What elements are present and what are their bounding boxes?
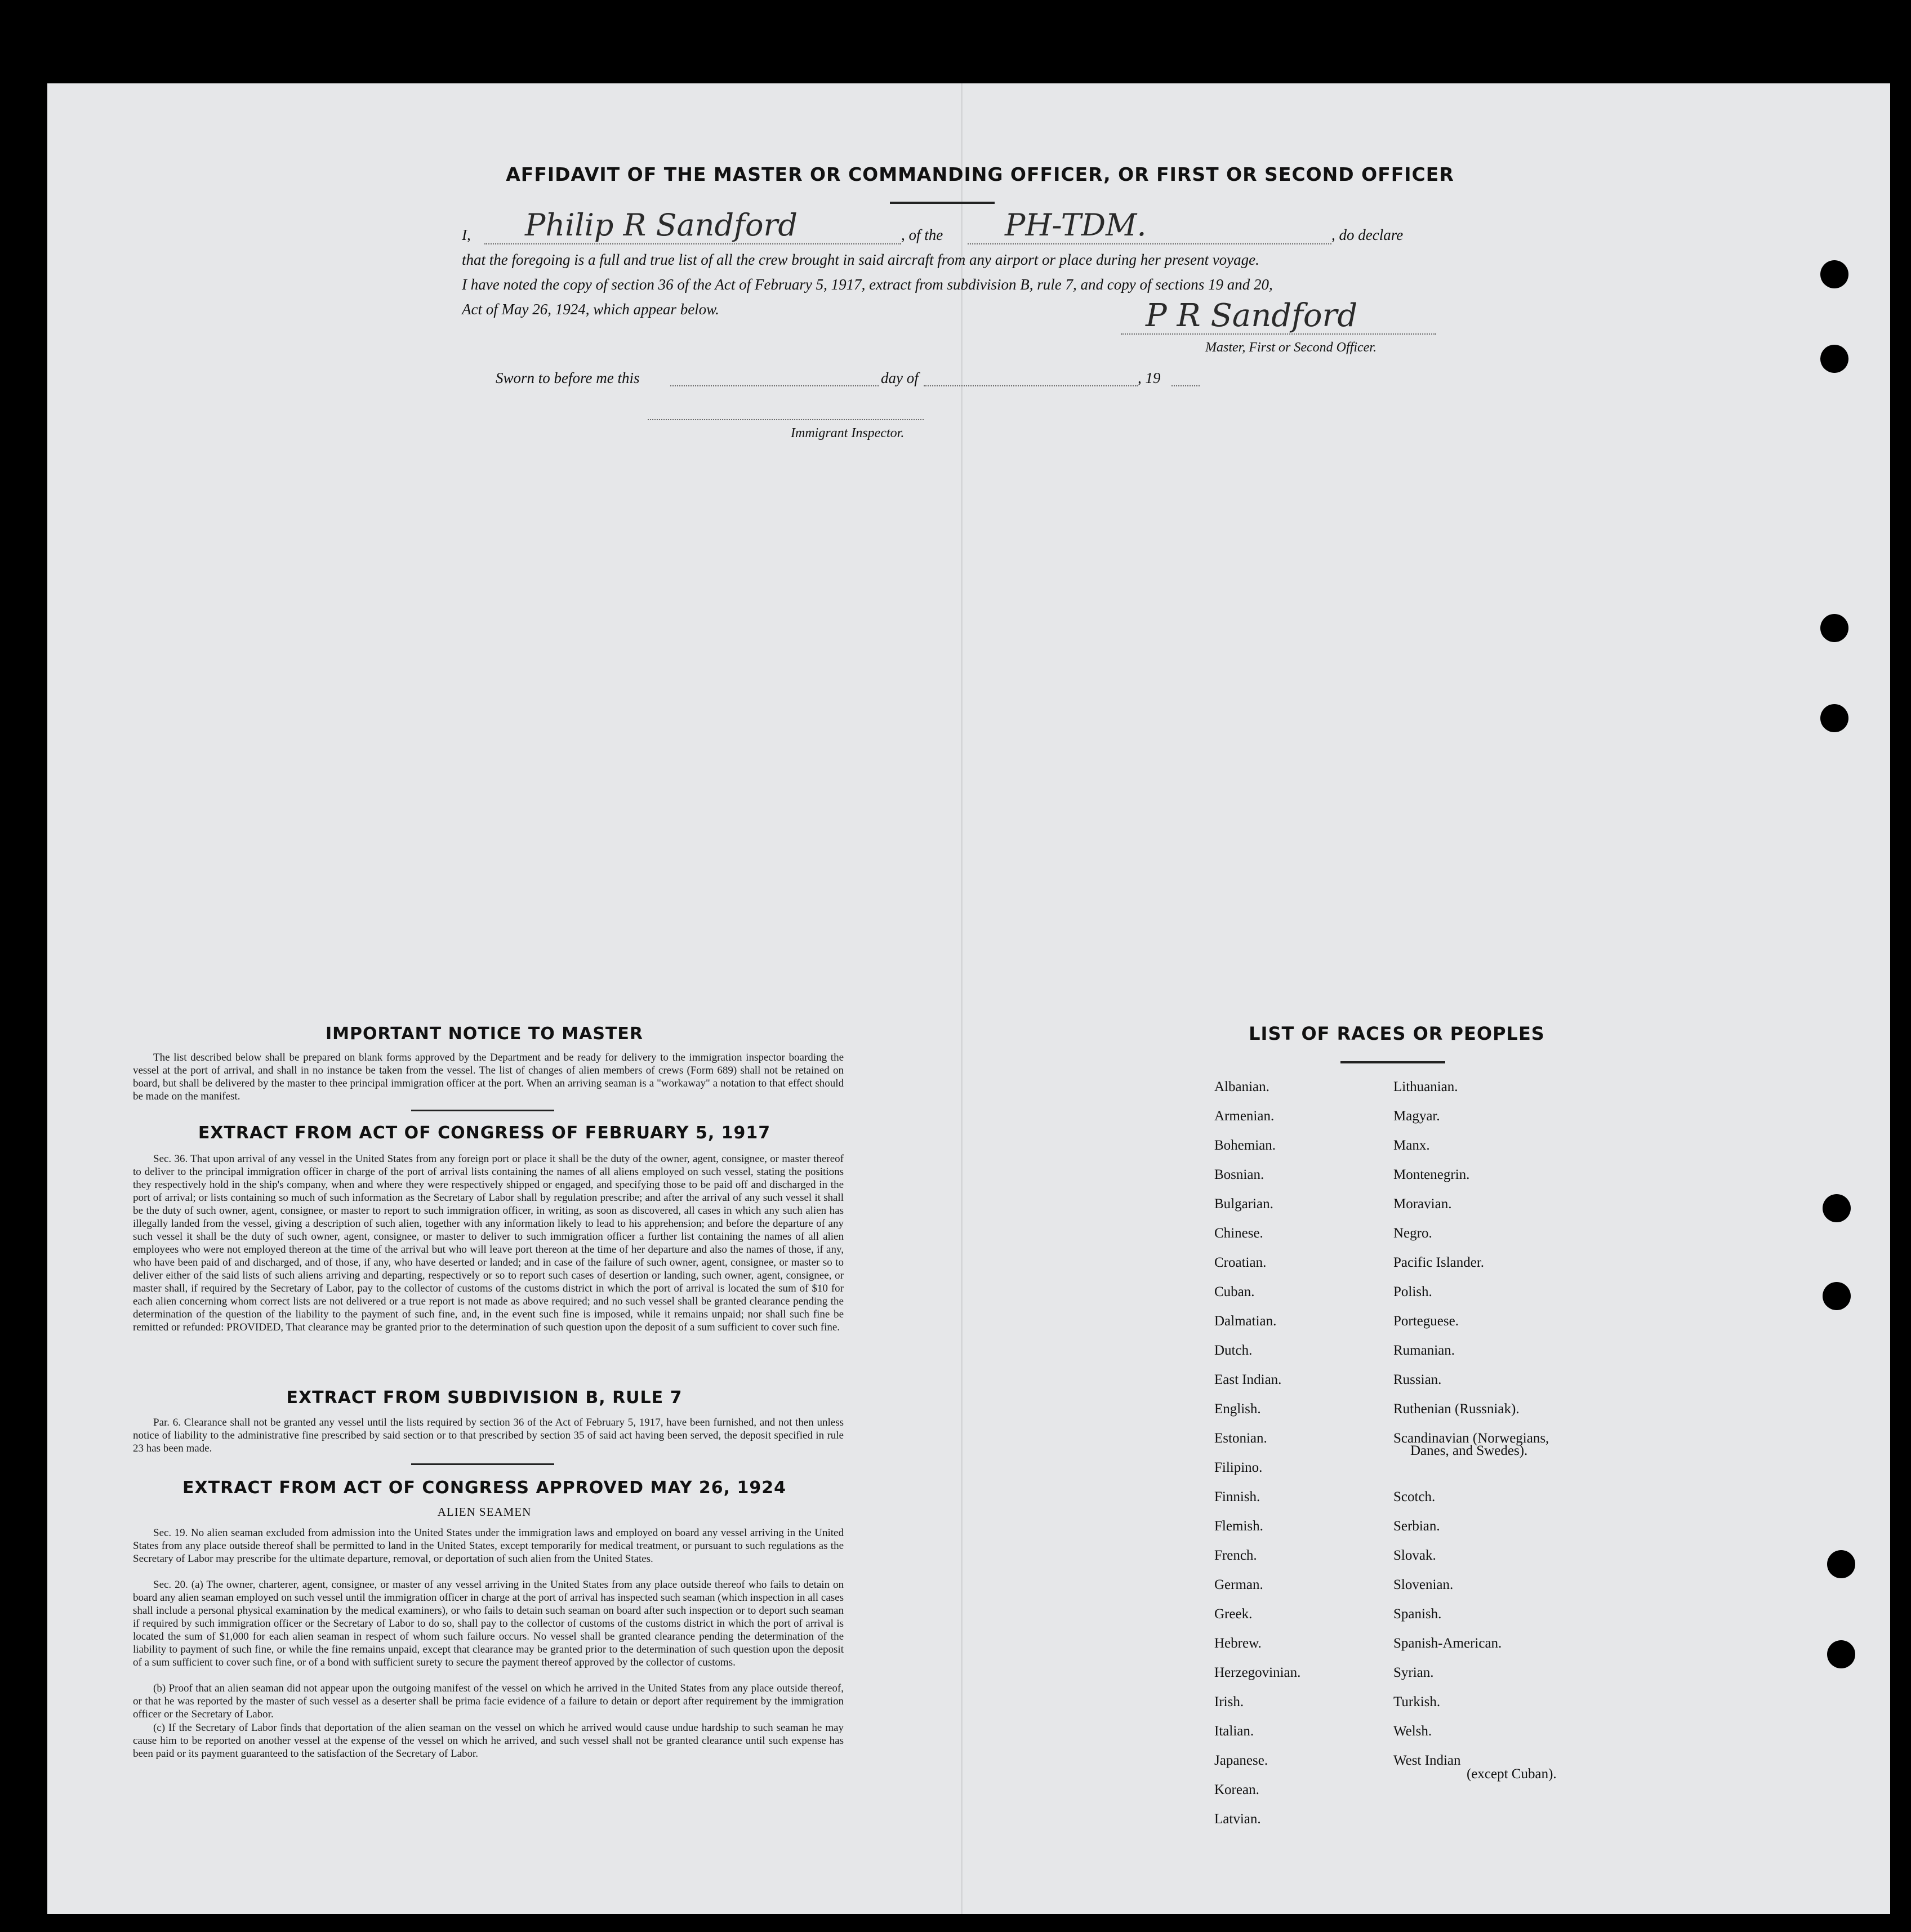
- race-item: Montenegrin.: [1393, 1167, 1470, 1182]
- punch-hole: [1823, 1194, 1851, 1222]
- punch-hole: [1820, 345, 1848, 373]
- race-item: Serbian.: [1393, 1519, 1440, 1534]
- act-1924-subtitle: ALIEN SEAMEN: [437, 1505, 532, 1519]
- punch-hole: [1827, 1640, 1855, 1668]
- act-1924-sec20a: Sec. 20. (a) The owner, charterer, agent, consignee, or master of any vessel arriving in the United States from any place outside thereof who fails to detain on board any alien seaman employed on such vessel until the immigration officer in charge at the port of arrival has inspected such seaman (which inspection in all cases shall include a personal physical examination by the medical examiners), or who fails to detain such seaman on board after such inspection or to deport such seaman if required by such immigration officer or the Secretary of Labor to do so, shall pay to the collector of customs of the customs district in which the port of arrival is located the sum of $1,000 for each alien seaman in respect of whom such failure occurs. No vessel shall be granted clearance pending the determination of the liability to payment of such fine, or while the fine remains unpaid, except that clearance may be granted prior to the determination of such question upon the deposit of a sum sufficient to cover such fine, or of a bond with sufficient surety to secure the payment thereof approved by the collector of customs.: [133, 1579, 844, 1668]
- race-item: Syrian.: [1393, 1665, 1434, 1680]
- race-item: Albanian.: [1214, 1079, 1269, 1094]
- races-title: LIST OF RACES OR PEOPLES: [1249, 1023, 1545, 1044]
- sworn-day-line: [670, 385, 879, 386]
- race-item: Herzegovinian.: [1214, 1665, 1301, 1680]
- punch-hole: [1820, 614, 1848, 642]
- race-item: West Indian: [1393, 1753, 1461, 1768]
- race-item: Scotch.: [1393, 1489, 1436, 1504]
- signature-handwritten: P R Sandford: [1146, 297, 1358, 334]
- race-item: Chinese.: [1214, 1226, 1263, 1241]
- act-1917-title: EXTRACT FROM ACT OF CONGRESS OF FEBRUARY 5, 1917: [198, 1123, 771, 1143]
- race-item: Magyar.: [1393, 1109, 1440, 1124]
- race-item: Dalmatian.: [1214, 1314, 1277, 1329]
- race-item: Turkish.: [1393, 1694, 1441, 1710]
- race-item: Filipino.: [1214, 1460, 1263, 1475]
- affidavit-i: I,: [462, 226, 471, 243]
- race-item: Hebrew.: [1214, 1636, 1262, 1651]
- race-item: Flemish.: [1214, 1519, 1263, 1534]
- punch-hole: [1820, 704, 1848, 732]
- race-item: Armenian.: [1214, 1109, 1275, 1124]
- race-item: Japanese.: [1214, 1753, 1268, 1768]
- sworn-year-line: [1171, 385, 1200, 386]
- rule-7-rule: [411, 1463, 554, 1465]
- act-1924-sec19: Sec. 19. No alien seaman excluded from admission into the United States under the immigration laws and employed on board any vessel arriving in the United States from any place outside thereof shall be permitted to land in the United States, except temporarily for medical treatment, or pursuant to such regulations as the Secretary of Labor may prescribe for the ultimate departure, removal, or deportation of such alien from the United States.: [133, 1527, 844, 1565]
- page-fold: [961, 83, 963, 1914]
- race-item: Russian.: [1393, 1372, 1442, 1387]
- race-item: Croatian.: [1214, 1255, 1267, 1270]
- race-item: Dutch.: [1214, 1343, 1253, 1358]
- affidavit-title: AFFIDAVIT OF THE MASTER OR COMMANDING OFFICER, OR FIRST OR SECOND OFFICER: [506, 163, 1454, 185]
- title-rule: [890, 202, 995, 204]
- of-the-label: , of the: [901, 226, 943, 243]
- race-item: Greek.: [1214, 1606, 1253, 1622]
- race-item: Ruthenian (Russniak).: [1393, 1401, 1520, 1417]
- act-1924-title: EXTRACT FROM ACT OF CONGRESS APPROVED MAY 26, 1924: [182, 1478, 786, 1498]
- race-item: German.: [1214, 1577, 1263, 1592]
- race-west-indian-continued: (except Cuban).: [1467, 1766, 1557, 1782]
- race-item: Bosnian.: [1214, 1167, 1264, 1182]
- sworn-month-line: [924, 385, 1138, 386]
- races-column-1: [1214, 1072, 1300, 1834]
- race-item: Polish.: [1393, 1284, 1432, 1299]
- sworn-prefix: Sworn to before me this: [496, 370, 640, 386]
- race-item: Spanish-American.: [1393, 1636, 1502, 1651]
- affidavit-line-3: I have noted the copy of section 36 of the Act of February 5, 1917, extract from subdivision B, rule 7, and copy of sections 19 and 20,: [462, 276, 1273, 293]
- act-1917-text: Sec. 36. That upon arrival of any vessel in the United States from any foreign port or place it shall be the duty of the owner, agent, consignee, or master thereof to deliver to the principal immigration officer in charge of the port of arrival lists containing the names of all aliens employed on such vessel, stating the positions they respectively hold in the ship's company, when and where they were respectively shipped or engaged, and specifying those to be paid off and discharged in the port of arrival; or lists containing so much of such information as the Secretary of Labor shall by regulation prescribe; and after the arrival of any such vessel it shall be the duty of such owner, agent, consignee, or master to report to such immigration officer, in writing, as soon as discovered, all cases in which any such alien has illegally landed from the vessel, giving a description of such alien, together with any information likely to lead to his apprehension; and before the departure of any such vessel it shall be the duty of such owner, agent, consignee, or master to deliver to such immigration officer a further list containing the names of all alien employees who were not employed thereon at the time of the arrival but who will leave port thereon at the time of her departure and also the names of those, if any, who have been paid of and discharged, and of those, if any, who have deserted or landed; and in case of the failure of such owner, agent, consignee, or master so to deliver either of the said lists of such aliens arriving and departing, respectively or so to report such cases of desertion or landing, such owner, agent, consignee, or master shall, if required by the Secretary of Labor, pay to the collector of customs of the customs district in which the port of arrival is located the sum of $10 for each alien concerning whom correct lists are not delivered or a true report is not made as above required; and no such vessel shall be granted clearance pending the determination of the question of the liability to the payment of such fine, and, in the event such fine is imposed, while it remains unpaid; nor shall such fine be remitted or refunded: PROVIDED, That clearance may be granted prior to the determination of such question upon the deposit of a sum sufficient to cover such fine.: [133, 1153, 844, 1333]
- punch-hole: [1827, 1550, 1855, 1578]
- race-item: Spanish.: [1393, 1606, 1442, 1622]
- act-1924-sec20b: (b) Proof that an alien seaman did not appear upon the outgoing manifest of the vessel on which he arrived in the United States from any place outside thereof, or that he was reported by the master of such vessel as a deserter shall be prima facie evidence of a failure to detain or deport after requirement by the immigration officer or the Secretary of Labor.: [133, 1682, 844, 1720]
- race-item: Welsh.: [1393, 1724, 1432, 1739]
- year-prefix: , 19: [1138, 370, 1161, 386]
- race-item: Slovak.: [1393, 1548, 1436, 1563]
- race-item: Cuban.: [1214, 1284, 1255, 1299]
- race-item: Italian.: [1214, 1724, 1254, 1739]
- race-item: Finnish.: [1214, 1489, 1260, 1504]
- rule-7-title: EXTRACT FROM SUBDIVISION B, RULE 7: [286, 1388, 683, 1408]
- race-item: Lithuanian.: [1393, 1079, 1458, 1094]
- race-item: Slovenian.: [1393, 1577, 1454, 1592]
- notice-rule: [411, 1110, 554, 1111]
- affidavit-line-4: Act of May 26, 1924, which appear below.: [462, 301, 719, 318]
- race-scandinavian-continued: Danes, and Swedes).: [1410, 1443, 1528, 1458]
- aircraft-line: [968, 243, 1331, 244]
- race-item: Porteguese.: [1393, 1314, 1459, 1329]
- signature-caption: Master, First or Second Officer.: [1205, 340, 1377, 355]
- race-item: Moravian.: [1393, 1196, 1452, 1212]
- do-declare-label: , do declare: [1331, 226, 1404, 243]
- signature-line: [1121, 333, 1436, 335]
- race-item: Rumanian.: [1393, 1343, 1455, 1358]
- race-item: Manx.: [1393, 1138, 1430, 1153]
- day-of-label: day of: [881, 370, 919, 386]
- officer-name-handwritten: Philip R Sandford: [525, 207, 798, 243]
- race-item: Negro.: [1393, 1226, 1432, 1241]
- race-item: French.: [1214, 1548, 1257, 1563]
- notice-text: The list described below shall be prepared on blank forms approved by the Department and be ready for delivery to the immigration inspector boarding the vessel at the port of arrival, and shall in no instance be taken from the vessel. The list of changes of alien members of crews (Form 689) shall not be retained on board, but shall be delivered by the master to thee principal immigration officer at the port. When an arriving seaman is a "workaway" a notation to that effect should be made on the manifest.: [133, 1052, 844, 1102]
- race-item: Latvian.: [1214, 1811, 1261, 1827]
- officer-name-line: [484, 243, 901, 244]
- race-item: Korean.: [1214, 1782, 1259, 1797]
- race-item: [1393, 1805, 1549, 1834]
- race-item: Bohemian.: [1214, 1138, 1276, 1153]
- race-item: Scandinavian (Norwegians,: [1393, 1431, 1549, 1446]
- race-item: Irish.: [1214, 1694, 1244, 1710]
- race-item: Estonian.: [1214, 1431, 1267, 1446]
- aircraft-handwritten: PH-TDM.: [1005, 207, 1147, 243]
- affidavit-line-2: that the foregoing is a full and true list of all the crew brought in said aircraft from any airport or place during her present voyage.: [462, 251, 1259, 268]
- notice-title: IMPORTANT NOTICE TO MASTER: [326, 1024, 643, 1044]
- punch-hole: [1820, 260, 1848, 288]
- act-1924-sec20c: (c) If the Secretary of Labor finds that deportation of the alien seaman on the vessel on which he arrived would cause undue hardship to such seaman he may cause him to be reported on another vessel at the expense of the vessel on which he arrived, and such vessel shall not be granted clearance until such expense has been paid or its payment guaranteed to the satisfaction of the Secretary of Labor.: [133, 1722, 844, 1760]
- race-item: Bulgarian.: [1214, 1196, 1273, 1212]
- race-item: East Indian.: [1214, 1372, 1282, 1387]
- punch-hole: [1823, 1282, 1851, 1310]
- race-item: Pacific Islander.: [1393, 1255, 1485, 1270]
- race-item: English.: [1214, 1401, 1261, 1417]
- races-rule: [1340, 1061, 1445, 1063]
- rule-7-text: Par. 6. Clearance shall not be granted any vessel until the lists required by section 36 of the Act of February 5, 1917, have been furnished, and not then unless notice of liability to the administrative fine prescribed by said section or to that prescribed by section 35 of said act having been served, the deposit specified in rule 23 has been made.: [133, 1417, 844, 1454]
- inspector-line: [648, 419, 924, 420]
- inspector-caption: Immigrant Inspector.: [791, 426, 905, 440]
